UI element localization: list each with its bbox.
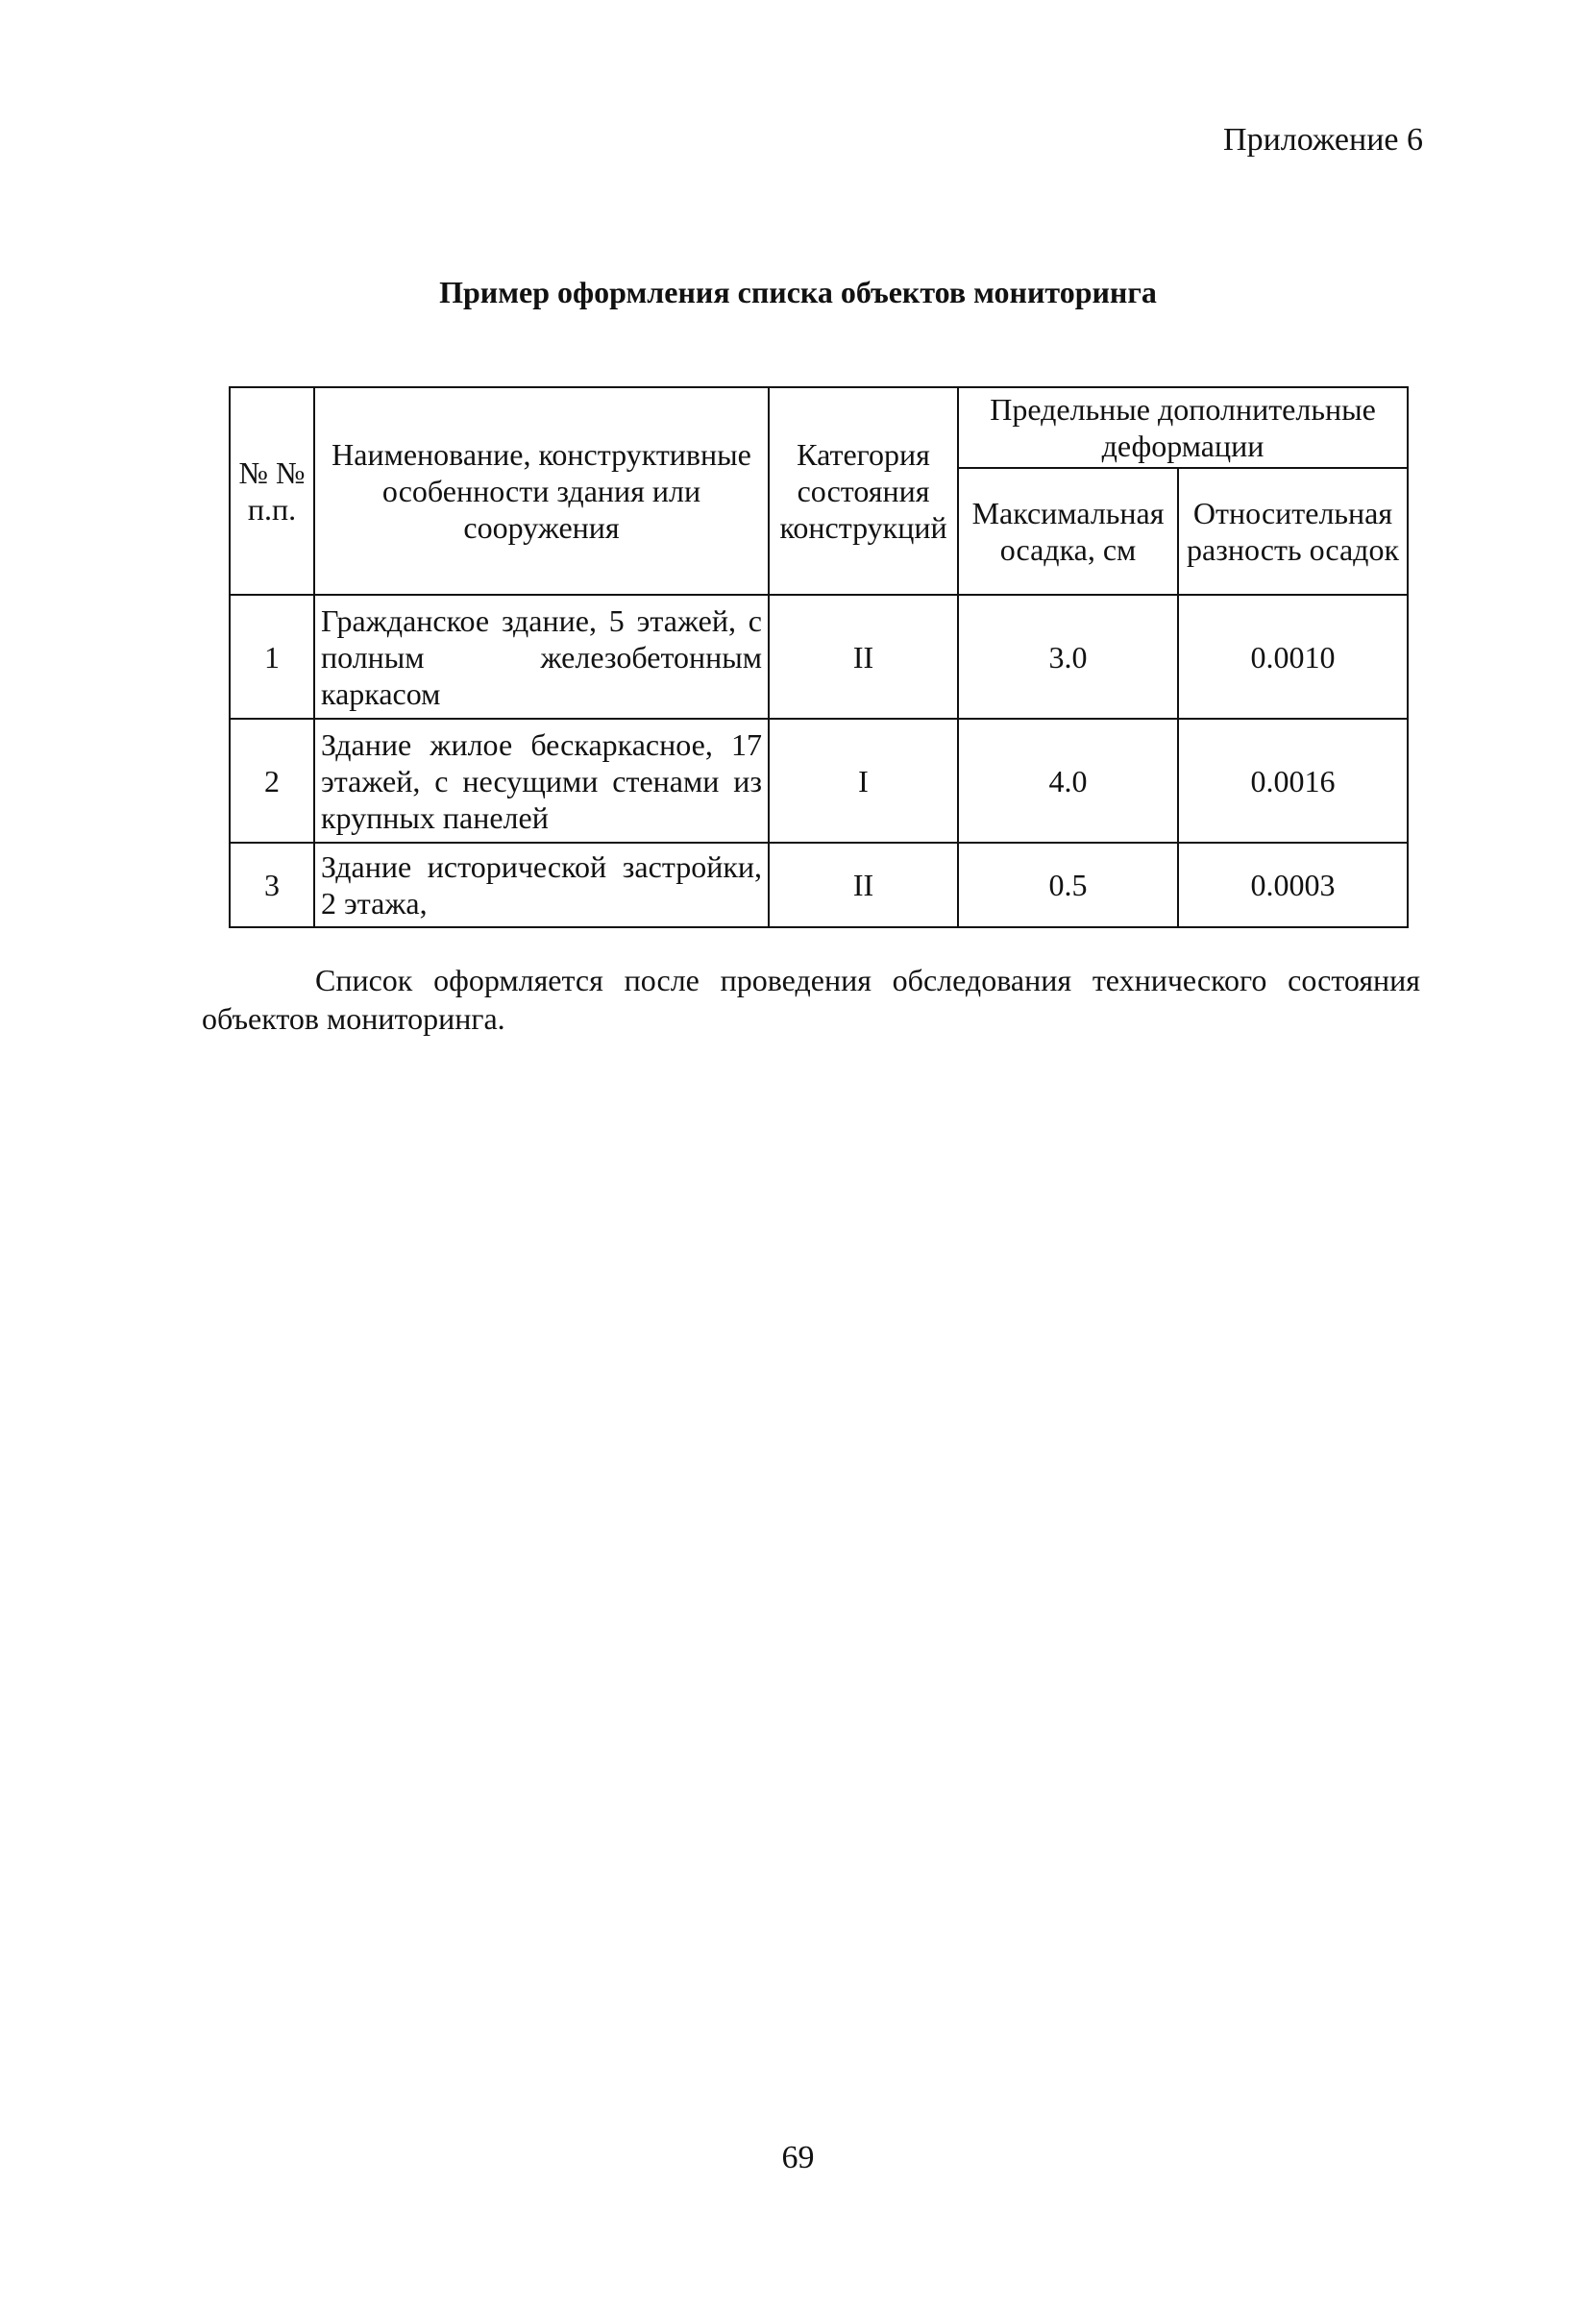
row-num: 3 <box>230 843 314 927</box>
row-max-settlement: 3.0 <box>958 595 1178 719</box>
table-row <box>230 595 1408 719</box>
header-num: № № п.п. <box>230 387 314 595</box>
row-category: I <box>769 719 958 843</box>
row-max-settlement: 4.0 <box>958 719 1178 843</box>
appendix-label: Приложение 6 <box>1223 122 1423 158</box>
row-category: II <box>769 595 958 719</box>
header-name: Наименование, конструктивные особенности здания или сооружения <box>314 387 769 595</box>
row-relative-difference: 0.0010 <box>1178 595 1408 719</box>
page-number: 69 <box>781 2140 815 2175</box>
header-relative-difference: Относительная разность осадок <box>1178 468 1408 595</box>
row-num: 2 <box>230 719 314 843</box>
document-title: Пример оформления списка объектов мониторинга <box>439 275 1157 309</box>
header-category: Категория состояния конструкций <box>769 387 958 595</box>
row-num: 1 <box>230 595 314 719</box>
row-relative-difference: 0.0016 <box>1178 719 1408 843</box>
header-row-top <box>230 387 1408 468</box>
note-paragraph: Список оформляется после проведения обследования технического состояния объектов мониторинга. <box>202 963 1420 1036</box>
row-name: Здание жилое бескаркасное, 17 этажей, с несущими стенами из крупных панелей <box>314 719 769 843</box>
table-row <box>230 719 1408 843</box>
header-limits-group: Предельные дополнительные деформации <box>958 387 1408 468</box>
monitoring-objects-table <box>229 386 1409 928</box>
row-name: Гражданское здание, 5 этажей, с полным железобетонным каркасом <box>314 595 769 719</box>
row-max-settlement: 0.5 <box>958 843 1178 927</box>
table-row <box>230 843 1408 927</box>
header-max-settlement: Максимальная осадка, см <box>958 468 1178 595</box>
row-relative-difference: 0.0003 <box>1178 843 1408 927</box>
row-name: Здание исторической застройки, 2 этажа, <box>314 843 769 927</box>
row-category: II <box>769 843 958 927</box>
